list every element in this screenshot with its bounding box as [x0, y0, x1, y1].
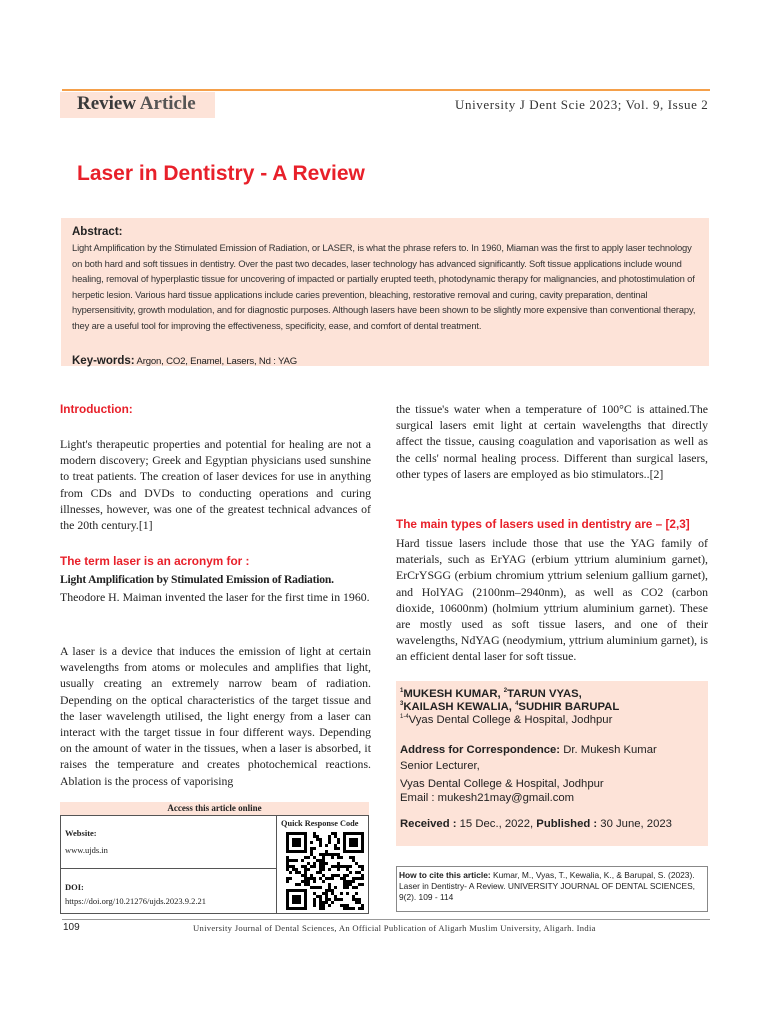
footer-text: University Journal of Dental Sciences, An Official Publication of Aligarh Muslim University, Aligarh. India [193, 923, 596, 933]
article-title: Laser in Dentistry - A Review [77, 162, 365, 185]
journal-reference: University J Dent Scie 2023; Vol. 9, Issue 2 [455, 97, 709, 112]
keywords-value: Argon, CO2, Enamel, Lasers, Nd : YAG [134, 356, 297, 367]
page-number: 109 [63, 922, 80, 933]
acronym-heading: The term laser is an acronym for : [60, 554, 250, 568]
access-divider [276, 815, 277, 914]
authors-line-1: $^1$MUKESH KUMAR, $^2$TARUN VYAS, [400, 688, 582, 700]
access-heading: Access this article online [60, 802, 369, 816]
authors-line-2: $^3$KAILASH KEWALIA, $^4$SUDHIR BARUPAL [400, 701, 620, 713]
laser-types-paragraph: Hard tissue lasers include those that use the YAG family of materials, such as ErYAG (erbium yttrium aluminium garnet), ErCrYSGG (erbium chromium yttrium selenium gallium garnet), and HolYAG (2100nm–2940nm), as well as CO2 (carbon dioxide, 10600nm) (holmium yttrium aluminium garnet). These are mostly used as soft tissue lasers, and one of their wavelengths, NdYAG (neodymium, yttrium aluminium garnet), is an efficient dental laser for soft tissue. [396, 536, 708, 664]
header-rule [62, 89, 710, 91]
abstract-body: Light Amplification by the Stimulated Emission of Radiation, or LASER, is what the phrase refers to. In 1960, Miaman was the first to apply laser technology on both hard and soft tissues in dentistry. Over the past two decades, laser technology has advanced significantly. Soft tissue applications include wound healing, removal of hyperplastic tissue for uncovering of impacted or partially erupted teeth, photodynamic therapy for malignancies, and photostimulation of herpetic lesion. Various hard tissue applications include caries prevention, bleaching, restorative removal and curing, cavity preparation, dentinal hypersensitivity, growth modulation, and for diagnostic purposes. Although lasers have been shown to be slightly more expensive than conventional therapy, they are a useful tool for improving the effectiveness, specificity, ease, and comfort of dental treatment. [72, 242, 696, 331]
correspondence: Address for Correspondence: Dr. Mukesh Kumar [400, 744, 657, 756]
doi-label: DOI: [65, 882, 84, 892]
introduction-heading: Introduction: [60, 402, 133, 416]
author-affiliation: $^{1-4}$Vyas Dental College & Hospital, Jodhpur [400, 714, 613, 726]
article-type-label: Review Article [77, 93, 196, 114]
laser-types-heading: The main types of lasers used in dentistry are – [2,3] [396, 517, 690, 531]
continued-paragraph: the tissue's water when a temperature of 100°C is attained.The surgical lasers emit light at certain wavelengths that directly affect the tissue, causing coagulation and vaporisation as well as the cells' normal healing process. Different than surgical lasers, other types of lasers are employed as bio stimulators..[2] [396, 402, 708, 481]
keywords-label: Key-words: [72, 355, 135, 367]
maiman-paragraph: Theodore H. Maiman invented the laser for the first time in 1960. [60, 590, 370, 604]
acronym-expansion: Light Amplification by Stimulated Emission of Radiation. [60, 573, 334, 586]
footer-rule [62, 919, 710, 920]
correspondence-institution: Vyas Dental College & Hospital, Jodhpur [400, 778, 604, 790]
doi-link[interactable]: https://doi.org/10.21276/ujds.2023.9.2.21 [65, 896, 207, 906]
dates: Received : 15 Dec., 2022, Published : 30 June, 2023 [400, 818, 672, 830]
abstract-heading: Abstract: [72, 226, 123, 238]
access-divider [60, 868, 276, 869]
qr-code-icon [286, 832, 364, 915]
qr-label: Quick Response Code [281, 819, 359, 828]
laser-device-paragraph: A laser is a device that induces the emission of light at certain wavelengths from atoms or molecules and amplifies that light, usually creating an extremely narrow beam of radiation. Depending on the optical characteristics of the target tissue and the laser wavelength utilised, the light energy from a laser can interact with the target tissue in four different ways. Depending on the amount of water in the tissues, when a laser is absorbed, it raises the temperature and creates photochemical reactions. Ablation is the process of vaporising [60, 644, 371, 788]
website-link[interactable]: www.ujds.in [65, 845, 108, 855]
correspondence-title: Senior Lecturer, [400, 760, 480, 772]
keywords [72, 355, 297, 367]
correspondence-email[interactable]: Email : mukesh21may@gmail.com [400, 792, 575, 804]
website-label: Website: [65, 828, 97, 838]
introduction-paragraph: Light's therapeutic properties and potential for healing are not a modern discovery; Greek and Egyptian physicians used sunshine to treat patients. The creation of laser devices for use in anything from CDs and DVDs to conducting operations and curing illnesses, however, was one of the greatest technical advances of the 20th century.[1] [60, 437, 371, 533]
citation-text: How to cite this article: Kumar, M., Vyas, T., Kewalia, K., & Barupal, S. (2023). Laser in Dentistry- A Review. UNIVERSITY JOURNAL OF DENTAL SCIENCES, 9(2). 109 - 114 [399, 870, 695, 902]
